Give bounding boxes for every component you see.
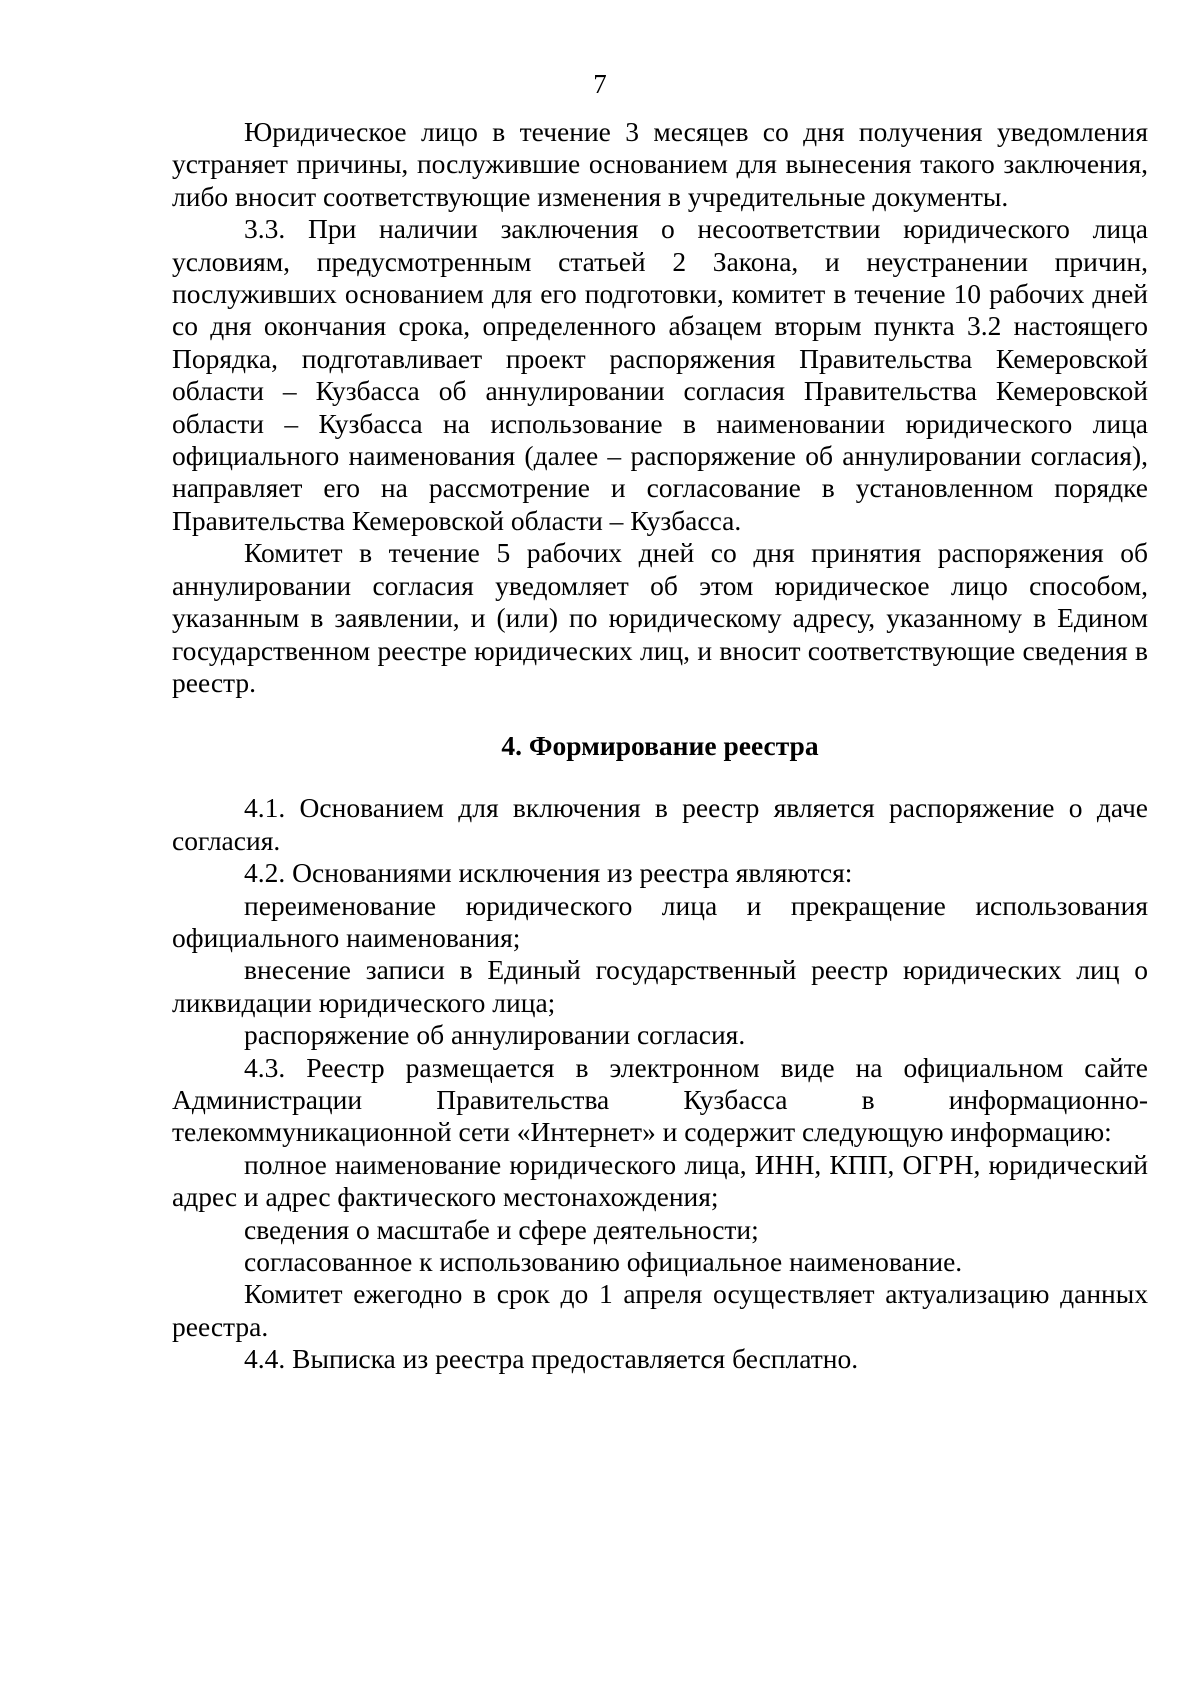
- page-number: 7: [593, 69, 607, 99]
- paragraph: Юридическое лицо в течение 3 месяцев со дня получения уведомления устраняет причины, послужившие основанием для вынесения такого заключения, либо вносит соответствующие изменения в учредительные документы.: [172, 116, 1148, 212]
- paragraph: 4.3. Реестр размещается в электронном виде на официальном сайте Администрации Правительства Кузбасса в информационно-телекоммуникационной сети «Интернет» и содержит следующую информацию:: [172, 1051, 1148, 1148]
- paragraph: Комитет в течение 5 рабочих дней со дня принятия распоряжения об аннулировании согласия уведомляет об этом юридическое лицо способом, указанным в заявлении, и (или) по юридическому адресу, указанному в Едином государственном реестре юридических лиц, и вносит соответствующие сведения в реестр.: [172, 537, 1148, 698]
- paragraph: 4.2. Основаниями исключения из реестра являются:: [244, 857, 853, 889]
- paragraph: 4.1. Основанием для включения в реестр является распоряжение о даче согласия.: [172, 792, 1148, 856]
- section-heading: 4. Формирование реестра: [501, 730, 819, 762]
- paragraph: полное наименование юридического лица, ИНН, КПП, ОГРН, юридический адрес и адрес фактического местонахождения;: [172, 1148, 1148, 1213]
- paragraph: согласованное к использованию официальное наименование.: [244, 1246, 963, 1277]
- paragraph: сведения о масштабе и сфере деятельности;: [244, 1213, 759, 1245]
- paragraph: внесение записи в Единый государственный реестр юридических лиц о ликвидации юридического лица;: [172, 954, 1148, 1018]
- paragraph: Комитет ежегодно в срок до 1 апреля осуществляет актуализацию данных реестра.: [172, 1278, 1148, 1342]
- paragraph: 3.3. При наличии заключения о несоответствии юридического лица условиям, предусмотренным статьей 2 Закона, и неустранении причин, послуживших основанием для его подготовки, комитет в течение 10 рабочих дней со дня окончания срока, определенного абзацем вторым пункта 3.2 настоящего Порядка, подготавливает проект распоряжения Правительства Кемеровской области – Кузбасса об аннулировании согласия Правительства Кемеровской области – Кузбасса на использование в наименовании юридического лица официального наименования (далее – распоряжение об аннулировании согласия), направляет его на рассмотрение и согласование в установленном порядке Правительства Кемеровской области – Кузбасса.: [172, 213, 1148, 536]
- document-body: [172, 116, 1148, 1376]
- paragraph: 4.4. Выписка из реестра предоставляется бесплатно.: [244, 1343, 859, 1375]
- paragraph: распоряжение об аннулировании согласия.: [244, 1019, 746, 1051]
- paragraph: переименование юридического лица и прекращение использования официального наименования;: [172, 889, 1148, 953]
